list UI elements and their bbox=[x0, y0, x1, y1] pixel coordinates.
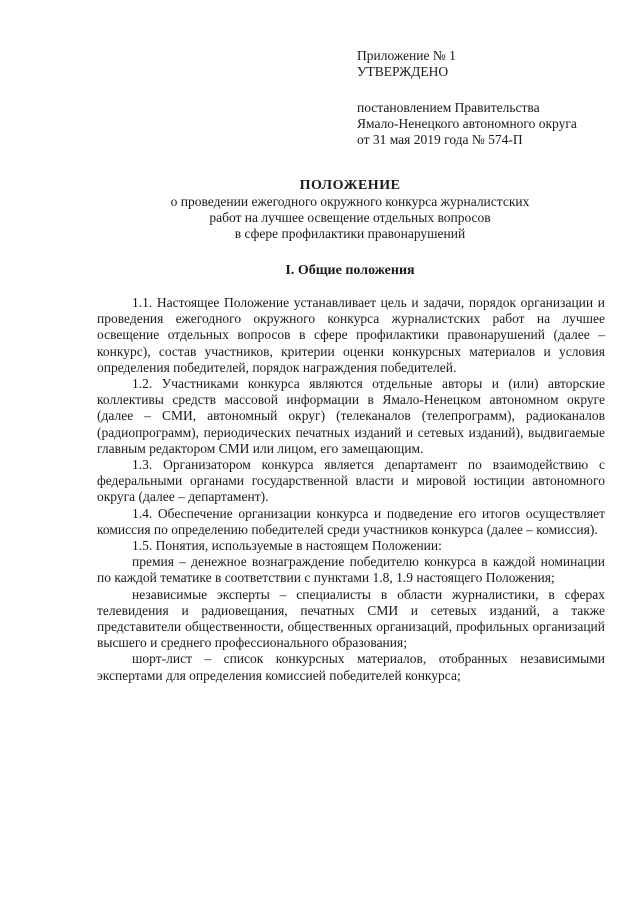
paragraph: независимые эксперты – специалисты в области журналистики, в сферах телевидения и радиовещания, печатных СМИ и сетевых изданий, а также представители общественности, общественных организаций, профильных организаций высшего и среднего профессионального образования; bbox=[97, 586, 605, 651]
approved-label: УТВЕРЖДЕНО bbox=[357, 64, 449, 79]
paragraph: шорт-лист – список конкурсных материалов, отобранных независимыми экспертами для определения комиссией победителей конкурса; bbox=[97, 651, 605, 683]
document-subtitle-line: о проведении ежегодного окружного конкурса журналистских bbox=[170, 194, 530, 209]
document-title: ПОЛОЖЕНИЕ bbox=[299, 178, 401, 193]
approval-block bbox=[357, 48, 577, 148]
paragraph: 1.2. Участниками конкурса являются отдельные авторы и (или) авторские коллективы средств массовой информации в Ямало-Ненецком автономном округе (далее – СМИ, автономный округ) (телеканалов (телепрограмм), радиоканалов (радиопрограмм), периодических печатных изданий и сетевых изданий), выдвигаемые главным редактором СМИ или лицом, его замещающим. bbox=[97, 376, 605, 456]
decree-line: от 31 мая 2019 года № 574-П bbox=[357, 132, 523, 147]
document-body bbox=[97, 295, 605, 684]
document-title-block bbox=[90, 178, 610, 242]
paragraph: 1.4. Обеспечение организации конкурса и подведение его итогов осуществляет комиссия по определению победителей среди участников конкурса (далее – комиссия). bbox=[97, 505, 605, 537]
document-subtitle-line: в сфере профилактики правонарушений bbox=[234, 226, 466, 241]
appendix-label: Приложение № 1 bbox=[357, 48, 456, 63]
section-heading: I. Общие положения bbox=[285, 263, 415, 278]
paragraph: 1.5. Понятия, используемые в настоящем Положении: bbox=[132, 538, 442, 554]
paragraph: 1.1. Настоящее Положение устанавливает цель и задачи, порядок организации и проведения ежегодного окружного конкурса журналистских работ на лучшее освещение отдельных вопросов в сфере профилактики правонарушений (далее – конкурс), состав участников, критерии оценки конкурсных материалов и условия определения победителей, порядок награждения победителей. bbox=[97, 295, 605, 375]
paragraph: 1.3. Организатором конкурса является департамент по взаимодействию с федеральными органами государственной власти и мировой юстиции автономного округа (далее – департамент). bbox=[97, 457, 605, 505]
document-subtitle-line: работ на лучшее освещение отдельных вопросов bbox=[209, 210, 491, 225]
decree-line: Ямало-Ненецкого автономного округа bbox=[357, 116, 577, 131]
decree-line: постановлением Правительства bbox=[357, 100, 540, 115]
paragraph: премия – денежное вознаграждение победителю конкурса в каждой номинации по каждой тематике в соответствии с пунктами 1.8, 1.9 настоящего Положения; bbox=[97, 554, 605, 586]
